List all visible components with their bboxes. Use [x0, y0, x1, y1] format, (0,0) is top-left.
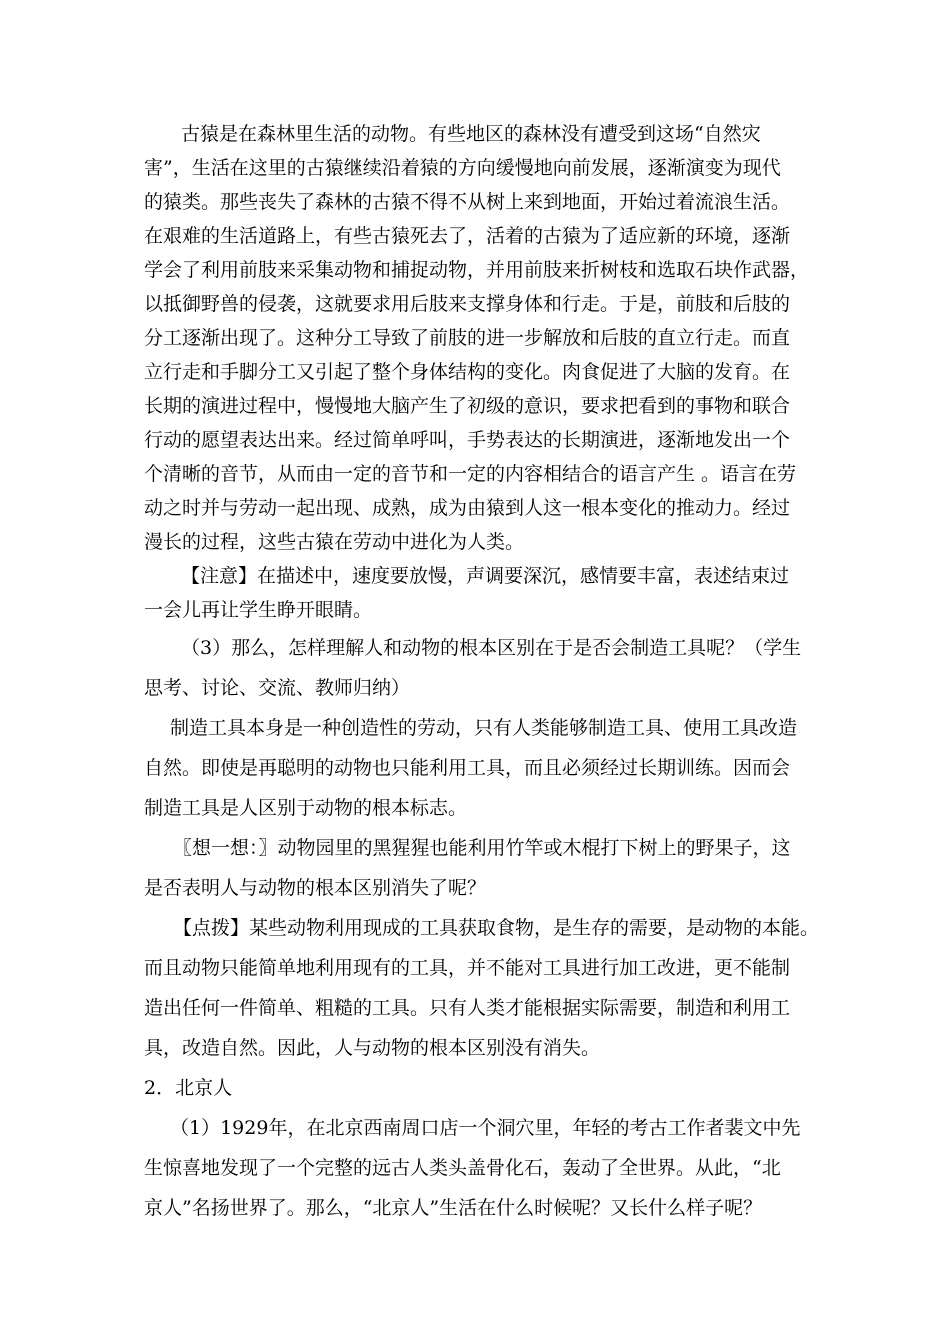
question-line: 思考、讨论、交流、教师归纳） [144, 677, 411, 699]
text-line: 行动的愿望表达出来。经过简单呼叫，手势表达的长期演进，逐渐地发出一个 [144, 429, 791, 451]
text-line: 古猿是在森林里生活的动物。有些地区的森林没有遭受到这场“自然灾 [181, 123, 761, 145]
hint-line: 【点拨】某些动物利用现成的工具获取食物，是生存的需要，是动物的本能。 [173, 917, 820, 939]
text-line: 立行走和手脚分工又引起了整个身体结构的变化。肉食促进了大脑的发育。在 [144, 361, 791, 383]
text-line: 动之时并与劳动一起出现、成熟，成为由猿到人这一根本变化的推动力。经过 [144, 497, 791, 519]
note-line: 一会儿再让学生睁开眼睛。 [144, 599, 373, 621]
text-line: 以抵御野兽的侵袭，这就要求用后肢来支撑身体和行走。于是，前肢和后肢的 [144, 293, 791, 315]
text-line: 学会了利用前肢来采集动物和捕捉动物，并用前肢来折树枝和选取石块作武器， [144, 259, 810, 281]
text-line: 自然。即使是再聪明的动物也只能利用工具，而且必须经过长期训练。因而会 [144, 757, 791, 779]
text-line: 的猿类。那些丧失了森林的古猿不得不从树上来到地面，开始过着流浪生活。 [144, 191, 791, 213]
note-line: 【注意】在描述中，速度要放慢，声调要深沉，感情要丰富，表述结束过 [181, 565, 790, 587]
text-line: 京人”名扬世界了。那么，“北京人”生活在什么时候呢？又长什么样子呢？ [144, 1197, 763, 1219]
text-line: 漫长的过程，这些古猿在劳动中进化为人类。 [144, 531, 525, 553]
text-line: 制造工具是人区别于动物的根本标志。 [144, 797, 468, 819]
text-line: 在艰难的生活道路上，有些古猿死去了，活着的古猿为了适应新的环境，逐渐 [144, 225, 791, 247]
text-line: 分工逐渐出现了。这种分工导致了前肢的进一步解放和后肢的直立行走。而直 [144, 327, 791, 349]
text-line: 长期的演进过程中，慢慢地大脑产生了初级的意识，要求把看到的事物和联合 [144, 395, 791, 417]
question-line: （3）那么，怎样理解人和动物的根本区别在于是否会制造工具呢？（学生 [181, 637, 802, 659]
hint-line: 具，改造自然。因此，人与动物的根本区别没有消失。 [144, 1037, 601, 1059]
text-line: 个清晰的音节，从而由一定的音节和一定的内容相结合的语言产生 。语言在劳 [144, 463, 797, 485]
text-line: 制造工具本身是一种创造性的劳动，只有人类能够制造工具、使用工具改造 [170, 717, 798, 739]
text-line: 生惊喜地发现了一个完整的远古人类头盖骨化石，轰动了全世界。从此，“北 [144, 1157, 781, 1179]
section-heading: 2．北京人 [144, 1077, 233, 1099]
hint-line: 而且动物只能简单地利用现有的工具，并不能对工具进行加工改进，更不能制 [144, 957, 791, 979]
text-line: （1）1929年，在北京西南周口店一个洞穴里，年轻的考古工作者裴文中先 [170, 1117, 801, 1139]
think-line: 〖想一想：〗动物园里的黑猩猩也能利用竹竿或木棍打下树上的野果子，这 [173, 837, 791, 859]
think-line: 是否表明人与动物的根本区别消失了呢？ [144, 877, 487, 899]
text-line: 害”，生活在这里的古猿继续沿着猿的方向缓慢地向前发展，逐渐演变为现代 [144, 157, 781, 179]
hint-line: 造出任何一件简单、粗糙的工具。只有人类才能根据实际需要，制造和利用工 [144, 997, 791, 1019]
